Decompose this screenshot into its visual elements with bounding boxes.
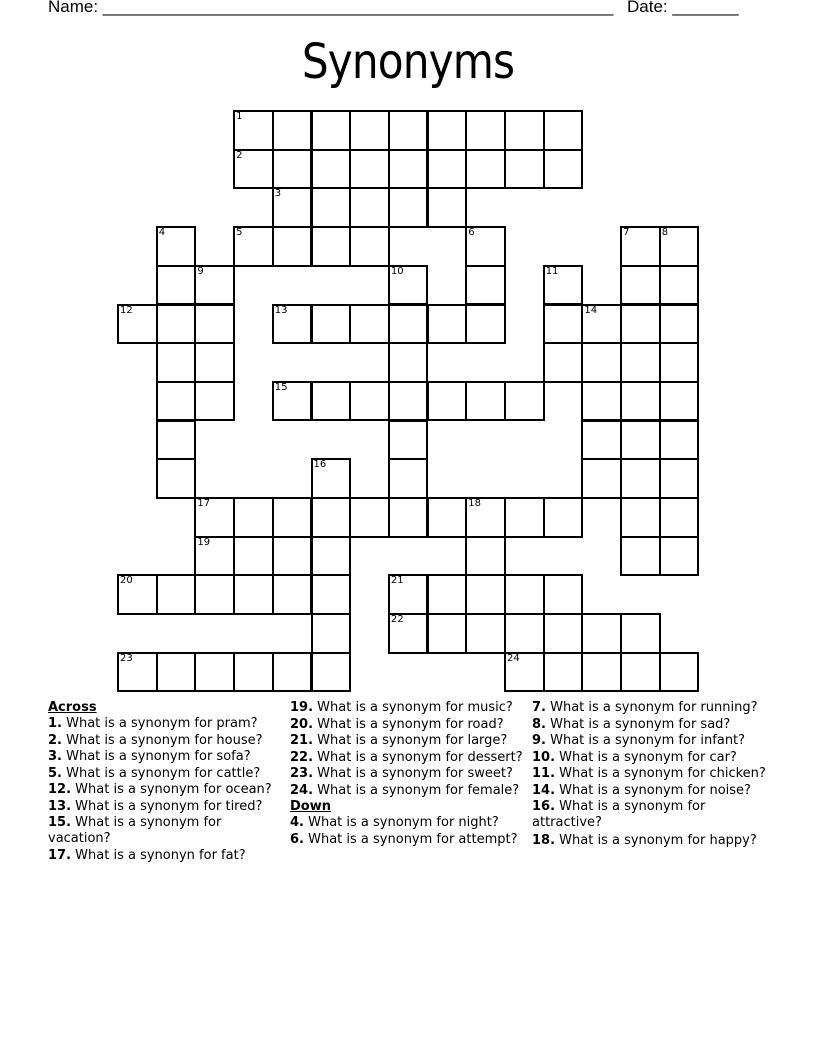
grid-cell[interactable]: [156, 304, 197, 345]
clue-number: 6.: [290, 831, 304, 847]
clue-across-17: [48, 848, 283, 864]
grid-cell[interactable]: [388, 497, 429, 538]
grid-cell[interactable]: [272, 304, 313, 345]
clue-text: What is a synonym for sweet?: [317, 766, 513, 781]
clue-down-10: [532, 750, 772, 766]
cell-number: 13: [274, 304, 288, 316]
clue-number: 16.: [532, 799, 556, 814]
grid-cell[interactable]: [388, 304, 429, 345]
grid-cell[interactable]: [311, 458, 352, 499]
clue-across-12: [48, 782, 283, 798]
grid-cell[interactable]: [620, 497, 661, 538]
cell-number: 8: [661, 227, 669, 239]
grid-cell[interactable]: [427, 304, 468, 345]
grid-cell[interactable]: [504, 497, 545, 538]
cell-number: 24: [507, 652, 520, 664]
date-field-label: Date: _______: [627, 0, 739, 16]
grid-cell[interactable]: [659, 652, 700, 693]
grid-cell[interactable]: [311, 226, 352, 267]
grid-cell[interactable]: [388, 420, 429, 461]
grid-cell[interactable]: [349, 187, 390, 228]
down-heading: Down: [290, 799, 331, 814]
clue-text: What is a synonym for music?: [317, 700, 513, 715]
grid-cell[interactable]: [156, 652, 197, 693]
grid-cell[interactable]: [427, 110, 468, 151]
clue-text: What is a synonym for vacation?: [48, 815, 222, 846]
grid-cell[interactable]: [659, 458, 700, 499]
clues-column-3: [532, 700, 772, 850]
grid-cell[interactable]: [194, 536, 235, 577]
clue-across-5: [48, 766, 283, 782]
grid-cell[interactable]: [388, 149, 429, 190]
grid-cell[interactable]: [272, 652, 313, 693]
cell-number: 9: [197, 265, 204, 277]
clue-down-18: [532, 833, 772, 849]
grid-cell[interactable]: [543, 613, 584, 654]
clue-across-13: [48, 799, 283, 815]
clue-number: 22.: [290, 749, 314, 765]
grid-cell[interactable]: [194, 497, 235, 538]
clue-text: What is a synonym for sad?: [550, 716, 731, 732]
grid-cell[interactable]: [659, 381, 700, 422]
grid-cell[interactable]: [543, 110, 584, 151]
clue-down-7: [532, 700, 772, 716]
clue-text: What is a synonym for happy?: [559, 833, 757, 848]
grid-cell[interactable]: [194, 574, 235, 615]
grid-cell[interactable]: [349, 149, 390, 190]
cell-number: 6: [468, 227, 475, 239]
clue-across-15: [48, 815, 283, 847]
grid-cell[interactable]: [156, 458, 197, 499]
clue-number: 24.: [290, 782, 314, 798]
grid-cell[interactable]: [311, 187, 352, 228]
grid-cell[interactable]: [659, 420, 700, 461]
grid-cell[interactable]: [349, 497, 390, 538]
grid-cell[interactable]: [581, 381, 622, 422]
clue-text: What is a synonym for female?: [317, 782, 520, 798]
grid-cell[interactable]: [465, 613, 506, 654]
clue-text: What is a synonym for infant?: [550, 733, 746, 748]
grid-cell[interactable]: [311, 497, 352, 538]
cell-number: 5: [236, 227, 243, 239]
cell-number: 1: [236, 111, 243, 122]
clue-number: 7.: [532, 700, 546, 715]
grid-cell[interactable]: [620, 226, 661, 267]
grid-cell[interactable]: [465, 149, 506, 190]
clue-across-21: [290, 733, 530, 749]
clue-across-23: [290, 766, 530, 782]
cell-number: 2: [236, 149, 243, 161]
clue-number: 1.: [48, 716, 62, 731]
grid-cell[interactable]: [543, 265, 584, 306]
grid-cell[interactable]: [427, 187, 468, 228]
grid-cell[interactable]: [117, 574, 158, 615]
clue-text: What is a synonym for car?: [559, 749, 737, 765]
grid-cell[interactable]: [543, 652, 584, 693]
grid-cell[interactable]: [233, 110, 274, 151]
grid-cell[interactable]: [620, 342, 661, 383]
cell-number: 14: [584, 304, 598, 316]
clue-text: What is a synonym for chicken?: [559, 766, 766, 781]
grid-cell[interactable]: [504, 381, 545, 422]
grid-cell[interactable]: [156, 342, 197, 383]
grid-cell[interactable]: [581, 342, 622, 383]
grid-cell[interactable]: [465, 381, 506, 422]
clue-text: What is a synonym for ocean?: [75, 782, 272, 797]
grid-cell[interactable]: [581, 304, 622, 345]
grid-cell[interactable]: [233, 226, 274, 267]
clues-column-1: [48, 700, 283, 864]
grid-cell[interactable]: [427, 149, 468, 190]
clue-down-4: [290, 815, 530, 831]
grid-cell[interactable]: [233, 497, 274, 538]
clue-text: What is a synonym for large?: [317, 733, 508, 748]
grid-cell[interactable]: [349, 226, 390, 267]
grid-cell[interactable]: [349, 381, 390, 422]
grid-cell[interactable]: [504, 613, 545, 654]
grid-cell[interactable]: [233, 574, 274, 615]
cell-number: 4: [158, 227, 166, 239]
clue-number: 17.: [48, 847, 72, 863]
grid-cell[interactable]: [194, 381, 235, 422]
clue-number: 23.: [290, 766, 314, 781]
grid-cell[interactable]: [272, 187, 313, 228]
grid-cell[interactable]: [388, 110, 429, 151]
grid-cell[interactable]: [388, 613, 429, 654]
clue-number: 4.: [290, 815, 304, 830]
clue-text: What is a synonym for house?: [66, 732, 263, 748]
grid-cell[interactable]: [659, 265, 700, 306]
grid-cell[interactable]: [349, 304, 390, 345]
grid-cell[interactable]: [620, 420, 661, 461]
clue-text: What is a synonym for noise?: [559, 782, 751, 798]
clue-number: 18.: [532, 833, 556, 848]
grid-cell[interactable]: [272, 497, 313, 538]
grid-cell[interactable]: [659, 536, 700, 577]
grid-cell[interactable]: [233, 536, 274, 577]
grid-cell[interactable]: [427, 381, 468, 422]
cell-number: 20: [120, 575, 133, 587]
grid-cell[interactable]: [272, 381, 313, 422]
clue-text: What is a synonym for night?: [308, 815, 499, 830]
grid-cell[interactable]: [194, 342, 235, 383]
clue-text: What is a synonym for cattle?: [66, 765, 261, 781]
grid-cell[interactable]: [620, 458, 661, 499]
grid-cell[interactable]: [388, 187, 429, 228]
cell-number: 21: [390, 575, 404, 587]
grid-cell[interactable]: [659, 226, 700, 267]
grid-cell[interactable]: [543, 574, 584, 615]
clue-number: 21.: [290, 733, 314, 748]
grid-cell[interactable]: [427, 497, 468, 538]
cell-number: 3: [274, 188, 282, 200]
grid-cell[interactable]: [311, 652, 352, 693]
clue-down-14: [532, 783, 772, 799]
grid-cell[interactable]: [620, 265, 661, 306]
name-field-label: Name: ______________________________________________________: [48, 0, 614, 16]
grid-cell[interactable]: [659, 304, 700, 345]
grid-cell[interactable]: [117, 652, 158, 693]
clue-down-16: [532, 799, 772, 831]
grid-cell[interactable]: [233, 149, 274, 190]
clue-number: 13.: [48, 798, 72, 814]
grid-cell[interactable]: [349, 110, 390, 151]
clue-down-9: [532, 733, 772, 749]
grid-cell[interactable]: [272, 149, 313, 190]
cell-number: 19: [197, 536, 211, 548]
grid-cell[interactable]: [388, 458, 429, 499]
grid-cell[interactable]: [311, 536, 352, 577]
clue-text: What is a synonym for attractive?: [532, 799, 706, 830]
grid-cell[interactable]: [543, 149, 584, 190]
grid-cell[interactable]: [465, 574, 506, 615]
cell-number: 18: [468, 498, 482, 509]
grid-cell[interactable]: [156, 265, 197, 306]
grid-cell[interactable]: [504, 110, 545, 151]
clue-number: 19.: [290, 700, 314, 715]
clue-number: 14.: [532, 782, 556, 798]
grid-cell[interactable]: [311, 304, 352, 345]
clue-across-22: [290, 750, 530, 766]
grid-cell[interactable]: [156, 420, 197, 461]
cell-number: 7: [623, 227, 630, 239]
clue-number: 12.: [48, 782, 72, 797]
grid-cell[interactable]: [543, 497, 584, 538]
grid-cell[interactable]: [311, 613, 352, 654]
grid-cell[interactable]: [156, 381, 197, 422]
clue-text: What is a synonym for running?: [550, 700, 758, 715]
clue-text: What is a synonym for tired?: [75, 798, 263, 814]
grid-cell[interactable]: [156, 226, 197, 267]
clue-across-19: [290, 700, 530, 716]
grid-cell[interactable]: [543, 342, 584, 383]
clue-across-2: [48, 733, 283, 749]
grid-cell[interactable]: [620, 652, 661, 693]
clue-text: What is a synonym for sofa?: [66, 749, 251, 764]
cell-number: 22: [390, 614, 404, 626]
grid-cell[interactable]: [194, 304, 235, 345]
cell-number: 17: [197, 498, 211, 509]
grid-cell[interactable]: [620, 613, 661, 654]
cell-number: 10: [390, 265, 404, 277]
grid-cell[interactable]: [388, 381, 429, 422]
cell-number: 12: [120, 304, 133, 316]
grid-cell[interactable]: [504, 652, 545, 693]
grid-cell[interactable]: [194, 265, 235, 306]
clue-text: What is a synonym for attempt?: [308, 831, 518, 847]
grid-cell[interactable]: [272, 574, 313, 615]
grid-cell[interactable]: [659, 497, 700, 538]
grid-cell[interactable]: [233, 652, 274, 693]
grid-cell[interactable]: [388, 574, 429, 615]
clue-across-1: [48, 716, 283, 732]
clue-number: 2.: [48, 732, 62, 748]
cell-number: 11: [545, 265, 559, 277]
clue-across-3: [48, 749, 283, 765]
grid-cell[interactable]: [311, 149, 352, 190]
grid-cell[interactable]: [311, 110, 352, 151]
grid-cell[interactable]: [659, 342, 700, 383]
cell-number: 16: [313, 459, 327, 471]
clue-number: 8.: [532, 716, 546, 732]
grid-cell[interactable]: [620, 381, 661, 422]
grid-cell[interactable]: [427, 613, 468, 654]
clue-down-11: [532, 766, 772, 782]
grid-cell[interactable]: [272, 110, 313, 151]
clue-across-24: [290, 783, 530, 799]
grid-cell[interactable]: [117, 304, 158, 345]
grid-cell[interactable]: [388, 265, 429, 306]
across-heading: Across: [48, 700, 97, 715]
clue-text: What is a synonym for road?: [317, 716, 504, 732]
clue-text: What is a synonym for dessert?: [317, 749, 523, 765]
grid-cell[interactable]: [156, 574, 197, 615]
clue-text: What is a synonym for pram?: [66, 716, 258, 731]
grid-cell[interactable]: [504, 574, 545, 615]
clue-number: 9.: [532, 733, 546, 748]
grid-cell[interactable]: [465, 110, 506, 151]
grid-cell[interactable]: [581, 458, 622, 499]
grid-cell[interactable]: [465, 265, 506, 306]
clue-number: 10.: [532, 749, 556, 765]
grid-cell[interactable]: [272, 536, 313, 577]
clue-number: 5.: [48, 765, 62, 781]
clue-down-6: [290, 832, 530, 848]
clue-number: 11.: [532, 766, 556, 781]
cell-number: 15: [274, 381, 288, 393]
grid-cell[interactable]: [620, 536, 661, 577]
grid-cell[interactable]: [581, 652, 622, 693]
cell-number: 23: [120, 652, 133, 664]
grid-cell[interactable]: [311, 574, 352, 615]
grid-cell[interactable]: [465, 226, 506, 267]
clue-across-20: [290, 717, 530, 733]
grid-cell[interactable]: [427, 574, 468, 615]
grid-cell[interactable]: [620, 304, 661, 345]
grid-cell[interactable]: [581, 613, 622, 654]
clues-column-2: [290, 700, 530, 848]
grid-cell[interactable]: [388, 342, 429, 383]
grid-cell[interactable]: [465, 497, 506, 538]
clue-number: 20.: [290, 716, 314, 732]
grid-cell[interactable]: [272, 226, 313, 267]
clue-text: What is a synonyn for fat?: [75, 847, 246, 863]
clue-number: 3.: [48, 749, 62, 764]
grid-cell[interactable]: [543, 304, 584, 345]
grid-cell[interactable]: [465, 536, 506, 577]
grid-cell[interactable]: [581, 420, 622, 461]
clue-number: 15.: [48, 815, 72, 830]
grid-cell[interactable]: [311, 381, 352, 422]
clue-down-8: [532, 717, 772, 733]
grid-cell[interactable]: [465, 304, 506, 345]
grid-cell[interactable]: [194, 652, 235, 693]
grid-cell[interactable]: [504, 149, 545, 190]
page-title: Synonyms: [301, 34, 515, 90]
